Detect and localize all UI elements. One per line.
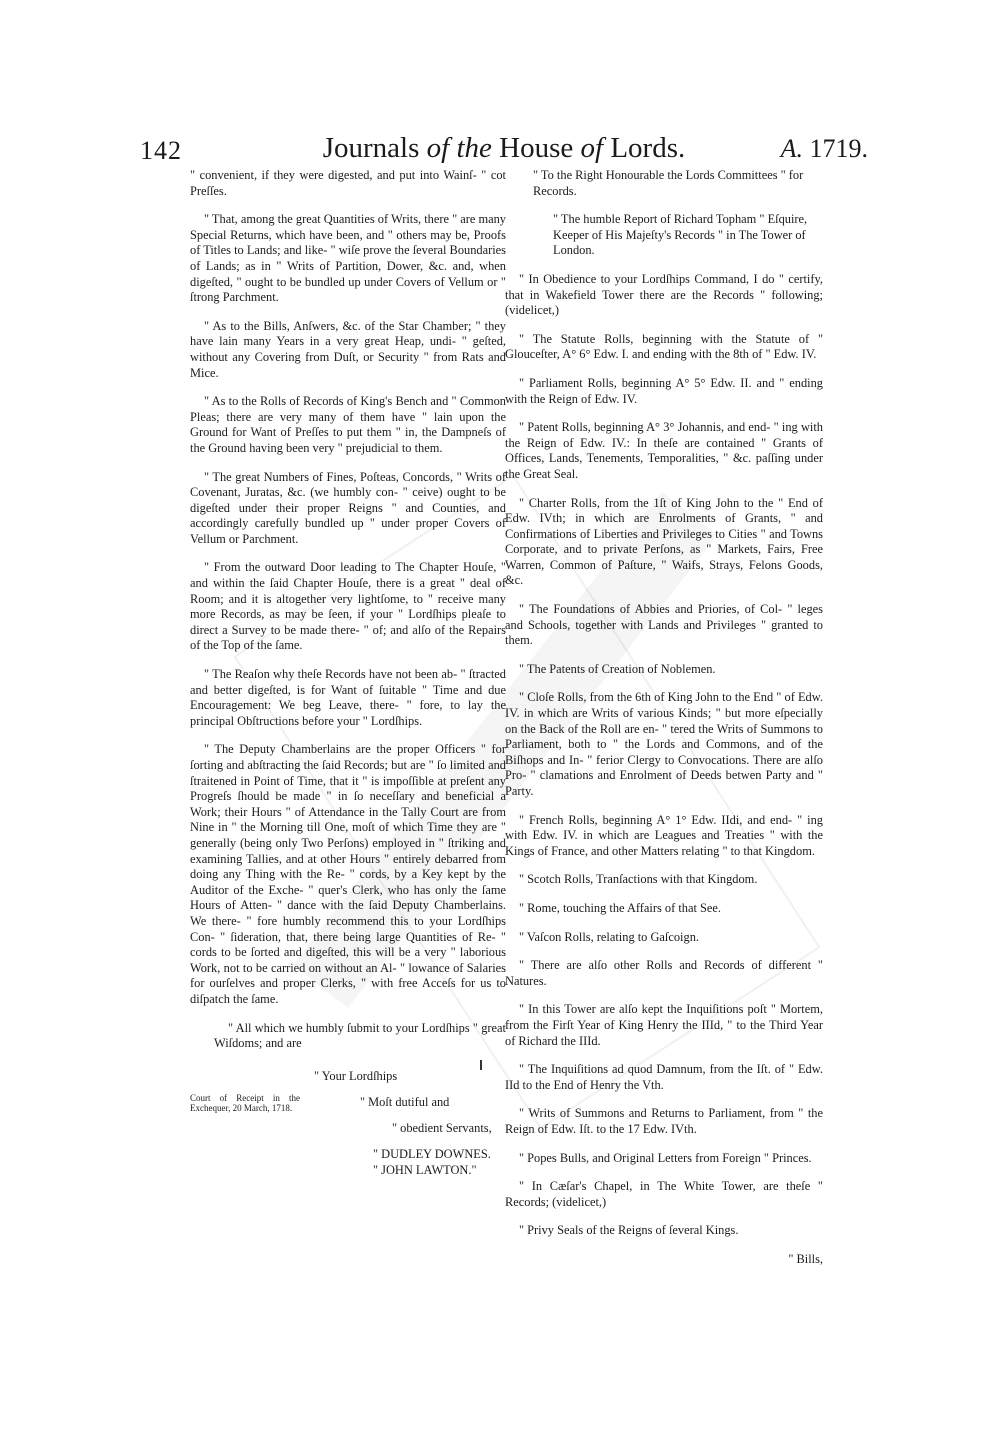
- left-paragraph: " All which we humbly ſubmit to your Lordſhips " great Wiſdoms; and are: [214, 1020, 506, 1051]
- title-the: the: [449, 132, 500, 164]
- right-paragraph: " The Patents of Creation of Noblemen.: [519, 661, 716, 676]
- left-paragraph: " The Reaſon why theſe Records have not been ab- " ſtracted and better digeſted, is for Want of ſuitable " Time and due Encouragement: We beg Leave, there- " fore, to lay the principal Obſtructions before your " Lordſhips.: [190, 667, 506, 728]
- right-paragraph: " Privy Seals of the Reigns of ſeveral Kings.: [519, 1223, 739, 1238]
- left-paragraph: " As to the Rolls of Records of King's Bench and " Common Pleas; there are very many of them have " lain upon the Ground for Want of Preſſes to put them " in, the Dampneſs of the Ground having been very " prejudicial to them.: [190, 394, 506, 455]
- right-paragraph: " Cloſe Rolls, from the 6th of King John to the End " of Edw. IV. in which are Writs of various Kinds; " but more eſpecially on the Back of the Roll are en- " tered the Writs of Summons to Parliament, both to " the Lords and Commons, and of the Biſhops and In- " ferior Clergy to Convocations. There are alſo Pro- " clamations and Enrolment of Deeds betwen Party and " Party.: [505, 690, 823, 798]
- left-paragraph: " convenient, if they were digested, and put into Wainſ- " cot Preſſes.: [190, 168, 506, 198]
- left-paragraph: " The Deputy Chamberlains are the proper Officers " for ſorting and abſtracting the ſaid Records; but are " ſo limited and ſtraitened in Point of Time, that it " is impoſſible at preſent any Progreſs ſhould be made " in ſo neceſſary and beneficial a Work; their Hours " of Attendance in the Tally Court are from Nine in " the Morning till One, moſt of which Time they are " generally (being only Two Perſons) employed in " ſtriking and examining Tallies, and at other Hours " entirely debarred from doing any Thing with the Re- " cords, by a Key kept by the Auditor of the Exche- " quer's Clerk, who has only the ſame Hours of Atten- " dance with the ſaid Deputy Chamberlains. We there- " fore humbly recommend this to your Lordſhips Con- " ſideration, that, there being large Quantities of Re- " cords to be ſorted and digeſted, this will be a very " laborious Work, not to be carried on without an Al- " lowance of Salaries for ourſelves and proper Clerks, " with free Acceſs for us to diſpatch the ſame.: [190, 742, 506, 1006]
- left-paragraph: " From the outward Door leading to The Chapter Houſe, " and within the ſaid Chapter Houſe, there is a great " deal of Room; and it is altogether very lightſome, to " receive many more Records, as may be ſeen, if your " Lordſhips pleaſe to direct a Survey to be made there- " of; and alſo of the Repairs of the Top of the ſame.: [190, 560, 506, 653]
- catchword: " Bills,: [788, 1251, 823, 1266]
- year-mark: [781, 134, 868, 164]
- right-paragraph: " Patent Rolls, beginning A° 3° Johannis, and end- " ing with the Reign of Edw. IV.: In theſe are contained " Grants of Offices, Lands, Tenements, Temporalities, " &c. paſſing under the Great Seal.: [505, 420, 823, 481]
- signoff-obedient-servants: " obedient Servants,: [392, 1120, 492, 1135]
- year-prefix: A.: [780, 134, 803, 163]
- right-paragraph: " Popes Bulls, and Original Letters from Foreign " Princes.: [519, 1150, 812, 1165]
- signature-block: [190, 1065, 506, 1185]
- right-paragraph: " Scotch Rolls, Tranſactions with that Kingdom.: [519, 872, 758, 887]
- right-paragraph: " The Inquiſitions ad quod Damnum, from the Iſt. of " Edw. IId to the End of Henry the Vth.: [505, 1062, 823, 1092]
- report-heading: " The humble Report of Richard Topham " Eſquire, Keeper of His Majeſty's Records " in The Tower of London.: [553, 212, 808, 258]
- title-journals: Journals: [322, 132, 427, 164]
- right-paragraph: " French Rolls, beginning A° 1° Edw. IIdi, and end- " ing with Edw. IV. in which are Leagues and Treaties " with the Kings of France, and other Matters relating " to that Kingdom.: [505, 812, 823, 858]
- right-paragraph: " Parliament Rolls, beginning A° 5° Edw. II. and " ending with the Reign of Edw. IV.: [505, 375, 823, 406]
- report-addressee: " To the Right Honourable the Lords Committees " for Records.: [533, 168, 804, 198]
- title-house: House: [499, 132, 574, 164]
- left-paragraph: " The great Numbers of Fines, Poſteas, Concords, " Writs of Covenant, Juratas, &c. (we humbly con- " ceive) ought to be digeſted under their proper Reigns " and Counties, and accordingly carefully bundled up " under proper Covers of Vellum or Parchment.: [190, 469, 506, 546]
- right-paragraph: " The Foundations of Abbies and Priories, of Col- " leges and Schools, together with Lands and Privileges " granted to them.: [505, 602, 823, 648]
- signatory-downes: " DUDLEY DOWNES.: [373, 1146, 491, 1161]
- left-column: [190, 168, 506, 1185]
- title-of-2: of: [573, 132, 611, 164]
- title-of: of: [426, 132, 450, 164]
- right-paragraph: " Vaſcon Rolls, relating to Gaſcoign.: [519, 929, 699, 944]
- left-paragraph: " That, among the great Quantities of Writs, there " are many Special Returns, which have been, and " others may be, Proofs of Titles to Lands; and like- " wiſe prove the ſeveral Boundaries of Lands; as in " Writs of Partition, Dower, &c. and, when digeſted, " ought to be bundled up under Covers of Vellum or " ſtrong Parchment.: [190, 212, 506, 305]
- right-paragraph: " In Cæſar's Chapel, in The White Tower, are theſe " Records; (videlicet,): [505, 1179, 823, 1209]
- year-value: 1719.: [803, 134, 868, 163]
- right-paragraph: " The Statute Rolls, beginning with the Statute of " Glouceſter, A° 6° Edw. I. and ending with the 8th of " Edw. IV.: [505, 331, 823, 362]
- title-lords: Lords.: [610, 132, 686, 164]
- right-paragraph: " There are alſo other Rolls and Records of different " Natures.: [505, 958, 823, 988]
- running-header: [140, 128, 868, 172]
- printer-mark: [480, 1060, 482, 1070]
- signoff-your-lordships: " Your Lordſhips: [314, 1068, 398, 1083]
- right-paragraph: " In this Tower are alſo kept the Inquiſitions poſt " Mortem, from the Firſt Year of King Henry the IIId, " to the Third Year of Richard the IIId.: [505, 1002, 823, 1048]
- right-paragraph: " In Obedience to your Lordſhips Command, I do " certify, that in Wakefield Tower there are the Records " following; (videlicet,): [505, 271, 823, 318]
- signatory-lawton: " JOHN LAWTON.": [373, 1162, 477, 1177]
- right-column: [505, 168, 823, 1280]
- signoff-most-dutiful: " Moſt dutiful and: [360, 1094, 450, 1109]
- left-paragraph: " As to the Bills, Anſwers, &c. of the Star Chamber; " they have lain many Years in a very great Heap, undi- " geſted, without any Covering from Duſt, or Security " from Rats and Mice.: [190, 318, 506, 380]
- right-paragraph: " Writs of Summons and Returns to Parliament, from " the Reign of Edw. Iſt. to the 17 Edw. IVth.: [505, 1106, 823, 1136]
- receipt-side-note: Court of Receipt in the Exchequer, 20 March, 1718.: [190, 1092, 300, 1114]
- page-number: 142: [140, 136, 182, 165]
- running-title: [140, 132, 868, 165]
- right-paragraph: " Rome, touching the Affairs of that See.: [519, 900, 722, 915]
- right-paragraph: " Charter Rolls, from the 1ſt of King John to the " End of Edw. IVth; in which are Enrolments of Grants, " and Confirmations of Liberties and Privileges to Cities " and Towns Corporate, and to private Perſons, as " Markets, Fairs, Free Warren, Common of Paſture, " Waifs, Strays, Felons Goods, &c.: [505, 495, 823, 588]
